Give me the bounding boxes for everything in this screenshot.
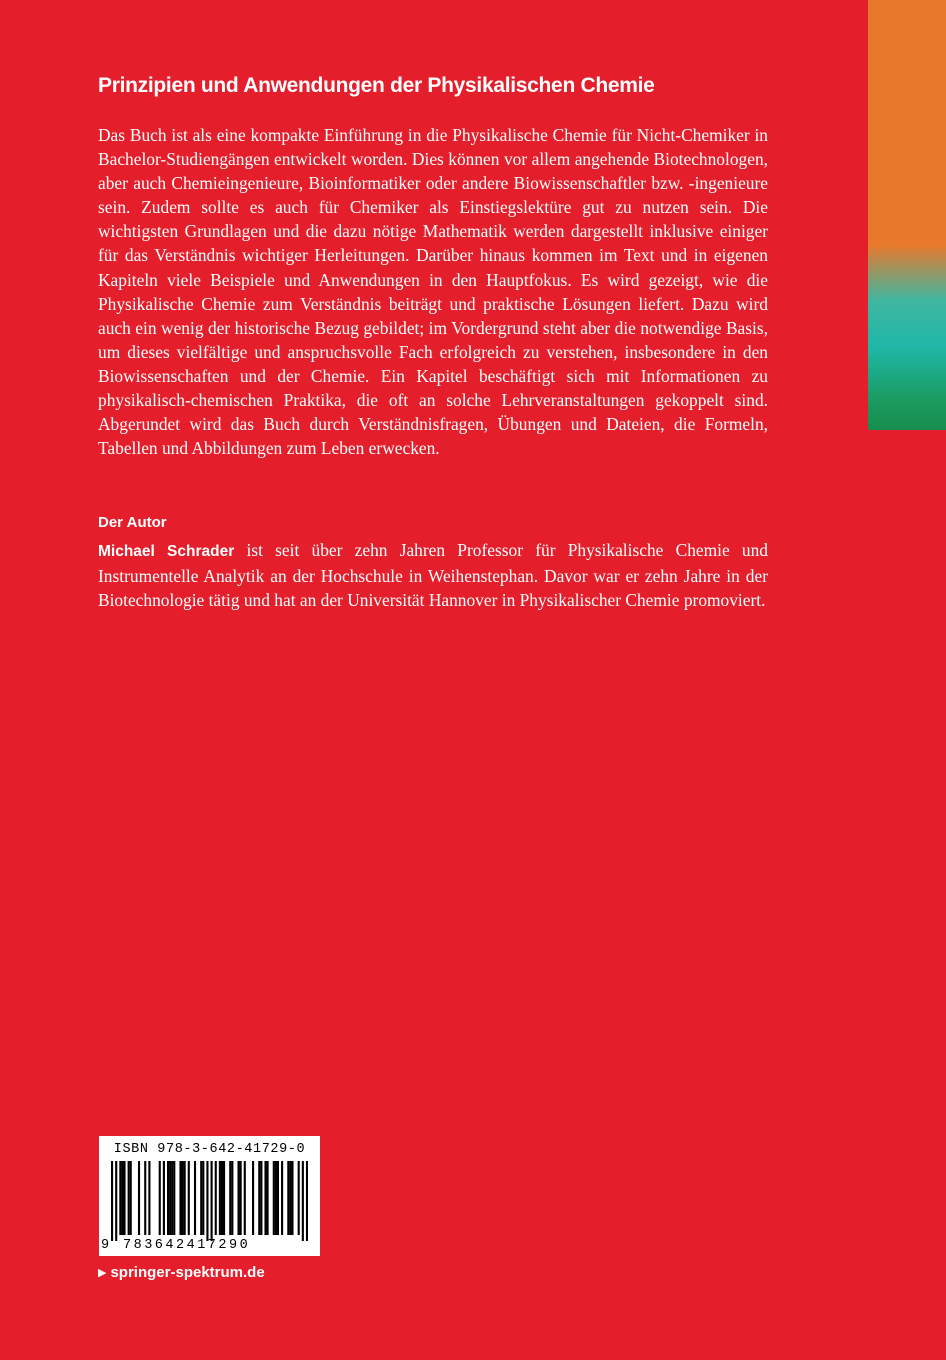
barcode-bar: [273, 1161, 275, 1235]
barcode-bar: [277, 1161, 279, 1235]
isbn-barcode: [99, 1136, 320, 1256]
color-strip-orange: [868, 0, 946, 245]
barcode-bar: [219, 1161, 221, 1235]
barcode-bar: [111, 1161, 113, 1241]
author-bio-text: ist seit über zehn Jahren Professor für Physikalische Chemie und Instrumentelle Analytik an der Hochschule in Weihenstephan. Davor war er zehn Jahre in der Biotechnologie tätig und hat an der Universität Hannover in Physikalischer Chemie promoviert.: [98, 540, 769, 611]
barcode-bar: [163, 1161, 165, 1235]
barcode-bar: [144, 1161, 146, 1235]
barcode-bar: [115, 1161, 117, 1241]
barcode-bar: [289, 1161, 291, 1235]
barcode-bar: [281, 1161, 283, 1235]
barcode-bar: [267, 1161, 269, 1235]
arrow-right-icon: ▶: [98, 1267, 107, 1279]
barcode-bar: [194, 1161, 196, 1235]
barcode-bar: [264, 1161, 266, 1235]
barcode-bar: [287, 1161, 289, 1235]
barcode-bar: [200, 1161, 202, 1235]
barcode-bar: [171, 1161, 173, 1235]
barcode-bar: [119, 1161, 121, 1235]
barcode-bar: [182, 1161, 184, 1235]
barcode-bar: [302, 1161, 304, 1241]
barcode-bar: [211, 1161, 213, 1241]
barcode-bar: [240, 1161, 242, 1235]
barcode-bar: [179, 1161, 181, 1235]
barcode-bar: [173, 1161, 175, 1235]
ean-rest-digits: 783642417290: [123, 1238, 251, 1253]
barcode-bar: [229, 1161, 231, 1235]
barcode-bars: [111, 1161, 308, 1241]
barcode-bar: [221, 1161, 223, 1235]
barcode-bar: [275, 1161, 277, 1235]
website-url: springer-spektrum.de: [110, 1264, 265, 1281]
author-bio: [98, 538, 768, 612]
barcode-bar: [258, 1161, 260, 1235]
barcode-bar: [130, 1161, 132, 1235]
barcode-bar: [298, 1161, 300, 1235]
author-heading: Der Autor: [98, 514, 167, 531]
barcode-bar: [123, 1161, 125, 1235]
barcode-bar: [159, 1161, 161, 1235]
barcode-bar: [206, 1161, 208, 1241]
barcode-bar: [121, 1161, 123, 1235]
barcode-bar: [202, 1161, 204, 1235]
barcode-bar: [231, 1161, 233, 1235]
barcode-bar: [148, 1161, 150, 1235]
barcode-bar: [167, 1161, 169, 1235]
barcode-bar: [252, 1161, 254, 1235]
barcode-bar: [188, 1161, 190, 1235]
barcode-bar: [169, 1161, 171, 1235]
book-description: Das Buch ist als eine kompakte Einführung in die Physikalische Chemie für Nicht-Chemiker in Bachelor-Studiengängen entwickelt worden. Dies können vor allem angehende Biotechnologen, aber auch Chemieingenieure, Bioinformatiker oder andere Biowissenschaftler bzw. -ingenieure sein. Zudem sollte es auch für Chemiker als Einstiegslektüre gut zu nutzen sein. Die wichtigsten Grundlagen und die dazu nötige Mathematik werden dargestellt inklusive einiger für das Verständnis wichtiger Herleitungen. Darüber hinaus kommen im Text und in eigenen Kapiteln viele Beispiele und Anwendungen in den Hauptfokus. Es wird gezeigt, wie die Physikalische Chemie zum Verständnis beiträgt und praktische Lösungen liefert. Dazu wird auch ein wenig der historische Bezug gebildet; im Vordergrund steht aber die notwendige Basis, um dieses vielfältige und anspruchsvolle Fach erfolgreich zu verstehen, insbesondere in den Biowissenschaften und der Chemie. Ein Kapitel beschäftigt sich mit Informationen zu physikalisch-chemischen Praktika, die oft an solche Lehrveranstaltungen gekoppelt sind. Abgerundet wird das Buch durch Verständnisfragen, Übungen und Dateien, die Formeln, Tabellen und Abbildungen zum Leben erwecken.: [98, 125, 768, 459]
isbn-label: ISBN 978-3-642-41729-0: [113, 1142, 306, 1157]
color-strip: [868, 0, 946, 430]
ean-first-digit: 9: [101, 1238, 110, 1253]
barcode-bar: [244, 1161, 246, 1235]
barcode-bar: [223, 1161, 225, 1235]
barcode-bar: [237, 1161, 239, 1235]
barcode-bar: [128, 1161, 130, 1235]
barcode-bar: [291, 1161, 293, 1235]
barcode-bar: [184, 1161, 186, 1235]
barcode-bar: [215, 1161, 217, 1235]
author-name: Michael Schrader: [98, 543, 235, 560]
barcode-bar: [306, 1161, 308, 1241]
book-title: Prinzipien und Anwendungen der Physikalischen Chemie: [98, 74, 655, 97]
barcode-bar: [138, 1161, 140, 1235]
color-strip-teal-green: [868, 245, 946, 430]
publisher-website[interactable]: [98, 1264, 265, 1281]
barcode-bar: [260, 1161, 262, 1235]
